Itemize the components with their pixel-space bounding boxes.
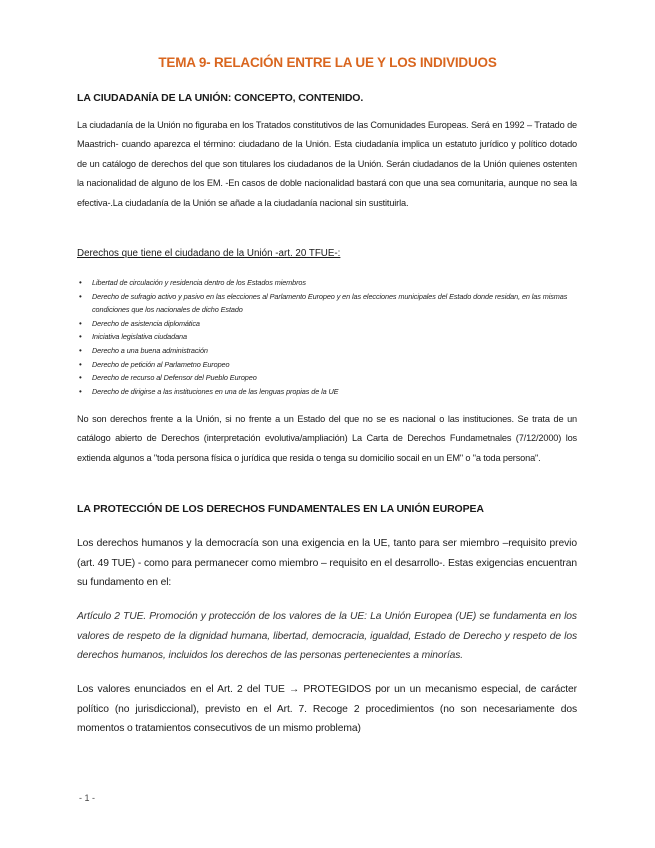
list-item: • Iniciativa legislativa ciudadana: [77, 330, 582, 344]
rights-heading: Derechos que tiene el ciudadano de la Unión -art. 20 TFUE-:: [77, 248, 341, 259]
section-heading-proteccion: LA PROTECCIÓN DE LOS DERECHOS FUNDAMENTALES EN LA UNIÓN EUROPEA: [77, 503, 484, 515]
list-item: • Derecho de dirigirse a las instituciones en una de las lenguas propias de la UE: [77, 385, 582, 399]
paragraph-derechos-humanos: Los derechos humanos y la democracía son una exigencia en la UE, tanto para ser miembro –requisito previo (art. 49 TUE) - como para permanecer como miembro – requisito en el desarrollo-. Estas exigencias encuentran su fundamento en el:: [77, 538, 577, 588]
list-item: • Derecho de asistencia diplomática: [77, 317, 582, 331]
list-item: • Derecho de recurso al Defensor del Pueblo Europeo: [77, 371, 582, 385]
paragraph-catalogo: No son derechos frente a la Unión, si no frente a un Estado del que no se es nacional o las instituciones. Se trata de un catálogo abierto de Derechos (interpretación evolutiva/ampliación) La Carta de Derechos Fundametnales (7/12/2000) los extienda algunos a "toda persona física o jurídica que resida o tenga su domicilio socail en un EM" o "a toda persona".: [77, 414, 577, 463]
paragraph-valores: Los valores enunciados en el Art. 2 del TUE → PROTEGIDOS por un un mecanismo especial, de carácter político (no jurisdiccional), previsto en el Art. 7. Recoge 2 procedimientos (no son necesariamente dos momentos o tratamientos consecutivos de un mismo problema): [77, 684, 577, 734]
rights-list: [77, 276, 582, 398]
section-heading-ciudadania: LA CIUDADANÍA DE LA UNIÓN: CONCEPTO, CONTENIDO.: [77, 92, 364, 104]
page-number: - 1 -: [79, 793, 96, 803]
list-item: • Derecho de sufragio activo y pasivo en las elecciones al Parlamento Europeo y en las elecciones municipales del Estado donde residan, en las mismas condiciones que los nacionales de dicho Estado: [77, 290, 582, 317]
list-item: • Libertad de circulación y residencia dentro de los Estados miembros: [77, 276, 582, 290]
paragraph-ciudadania: La ciudadanía de la Unión no figuraba en los Tratados constitutivos de las Comunidades Europeas. Será en 1992 – Tratado de Maastrich- cuando aparezca el término: ciudadano de la Unión. Esta ciudadanía implica un estatuto jurídico y político dotado de un catálogo de derechos del que son titulares los ciudadanos de la Unión. Serán ciudadanos de la Unión quienes ostenten la nacionalidad de alguno de los EM. -En casos de doble nacionalidad bastará con que una sea comunitaria, aunque no sea la efectiva-.La ciudadanía de la Unión se añade a la ciudadanía nacional sin sustituirla.: [77, 120, 577, 208]
list-item: • Derecho a una buena administración: [77, 344, 582, 358]
list-item: • Derecho de petición al Parlametno Europeo: [77, 358, 582, 372]
document-title: TEMA 9- RELACIÓN ENTRE LA UE Y LOS INDIVIDUOS: [158, 55, 497, 70]
article-2-quote: Artículo 2 TUE. Promoción y protección de los valores de la UE: La Unión Europea (UE) se fundamenta en los valores de respeto de la dignidad humana, libertad, democracia, igualdad, Estado de Derecho y respeto de los derechos humanos, incluidos los derechos de las personas pertenecientes a minorías.: [77, 611, 577, 661]
